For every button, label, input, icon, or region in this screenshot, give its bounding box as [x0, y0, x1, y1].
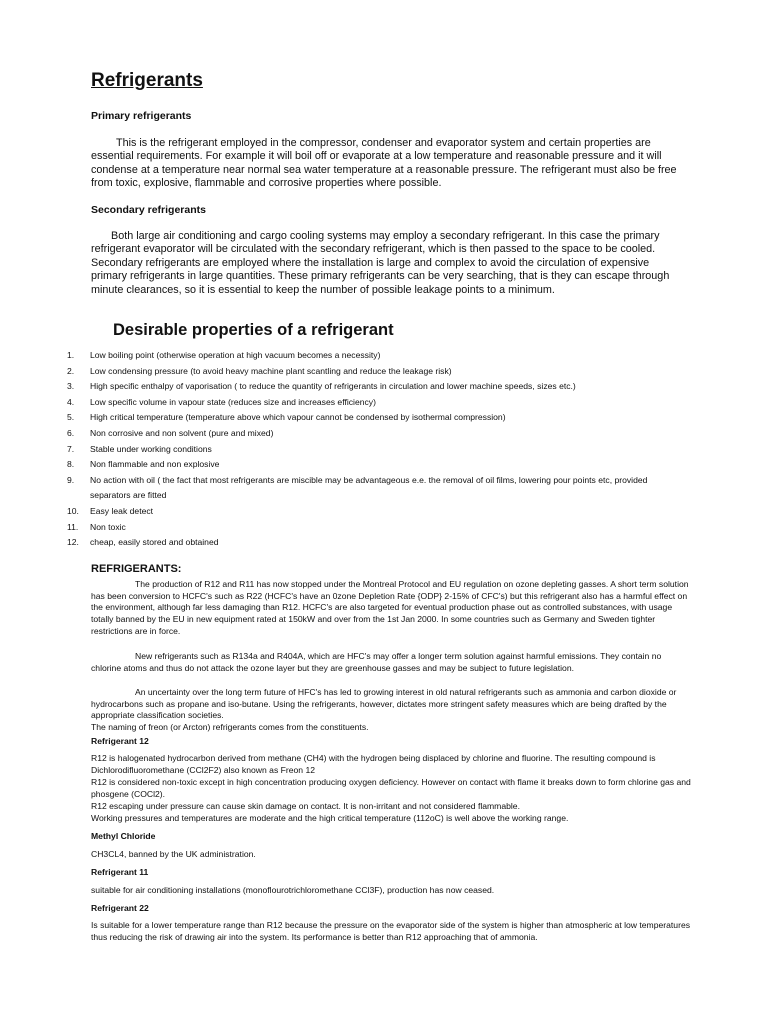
- refrigerant-22-text: Is suitable for a lower temperature range than R12 because the pressure on the evaporator side of the system is higher than atmospheric at low temperatures thus reducing the risk of drawing air into the system. Its performance is better than R12 approaching that of ammonia.: [91, 920, 691, 942]
- paragraph-text: The production of R12 and R11 has now stopped under the Montreal Protocol and EU regulation on ozone depleting gasses. A short term solution has been conversion to HCFC's such as R22 (HCFC's have an 0zone Depletion Rate {ODP} 2-15% of CFC's) but this refrigerant also has a harmful effect on the environment, although far less damaging than R12. HCFC's are also targeted for eventual production phase out as controlled substances, with usage totally banned by the EU in new equipment rated at 150kW and over from the 1st Jan 2000. In some countries such as Germany and Sweden tighter restrictions are in force.: [91, 579, 689, 636]
- list-text: Non flammable and non explosive: [90, 459, 220, 470]
- primary-refrigerants-body: This is the refrigerant employed in the compressor, condenser and evaporator system and certain properties are essential requirements. For example it will boil off or evaporate at a low temperature and reasonable pressure and it will condense at a temperature near normal sea water temperature at a reasonable pressure. The refrigerant must also be free from toxic, explosive, flammable and corrosive properties where possible.: [91, 137, 677, 190]
- list-text: High critical temperature (temperature above which vapour cannot be condensed by isothermal compression): [90, 412, 506, 423]
- list-text: cheap, easily stored and obtained: [90, 537, 219, 548]
- list-number: 10.: [67, 505, 79, 516]
- paragraph-text: An uncertainty over the long term future of HFC's has led to growing interest in old natural refrigerants such as ammonia and carbon dioxide or hydrocarbons such as propane and iso-butane. Using the refrigerants, however, dictates more stringent safety measures which are being drafted by the appropriate classification societies.: [91, 687, 677, 721]
- list-number: 9.: [67, 474, 75, 485]
- list-number: 6.: [67, 427, 75, 438]
- primary-refrigerants-text: [91, 137, 683, 191]
- refrigerant-12-line-1: R12 is halogenated hydrocarbon derived from methane (CH4) with the hydrogen being displaced by chlorine and fluorine. The resulting compound is Dichlorodifluoromethane (CCl2F2) also known as Freon 12: [91, 753, 656, 775]
- secondary-refrigerants-body: Both large air conditioning and cargo cooling systems may employ a secondary refrigerant. In this case the primary refrigerant evaporator will be circulated with the secondary refrigerant, which is then passed to the space to be cooled. Secondary refrigerants are employed where the installation is large and complex to avoid the circulation of expensive primary refrigerants in large quantities. These primary refrigerants can be very searching, that is they can escape through minute clearances, so it is essential to keep the number of possible leakage points to a minimum.: [91, 230, 670, 296]
- list-item: [67, 364, 687, 380]
- list-number: 5.: [67, 412, 75, 423]
- list-item: [67, 379, 687, 395]
- refrigerants-paragraph-3: [91, 687, 691, 722]
- list-text: Easy leak detect: [90, 505, 154, 516]
- refrigerant-11-text: suitable for air conditioning installations (monoflourotrichloromethane CCl3F), production has now ceased.: [91, 885, 495, 895]
- list-number: 1.: [67, 350, 75, 360]
- page-title: Refrigerants: [91, 70, 203, 91]
- methyl-chloride-text: CH3CL4, banned by the UK administration.: [91, 849, 256, 859]
- refrigerants-paragraph-2: [91, 651, 691, 674]
- list-text: Stable under working conditions: [90, 443, 212, 454]
- list-item: [67, 442, 687, 458]
- methyl-chloride-heading: Methyl Chloride: [91, 831, 156, 841]
- list-number: 4.: [67, 396, 75, 407]
- refrigerants-paragraph-1: [91, 579, 691, 638]
- secondary-refrigerants-heading: Secondary refrigerants: [91, 204, 206, 216]
- primary-refrigerants-heading: Primary refrigerants: [91, 110, 192, 122]
- desirable-properties-heading: Desirable properties of a refrigerant: [113, 321, 394, 339]
- refrigerant-12-line-2: R12 is considered non-toxic except in high concentration producing oxygen deficiency. However on contact with flame it breaks down to form chlorine gas and phosgene (COCl2).: [91, 777, 691, 799]
- list-number: 8.: [67, 459, 75, 470]
- list-item: [67, 520, 687, 536]
- refrigerants-paragraph-4: The naming of freon (or Arcton) refrigerants comes from the constituents.: [91, 722, 369, 732]
- refrigerant-22-heading: Refrigerant 22: [91, 903, 149, 913]
- desirable-properties-list: [67, 348, 687, 551]
- list-item: [67, 457, 687, 473]
- list-text: Non corrosive and non solvent (pure and mixed): [90, 427, 274, 438]
- paragraph-text: New refrigerants such as R134a and R404A, which are HFC's may offer a longer term solution against harmful emissions. They contain no chlorine atoms and thus do not attack the ozone layer but they are greenhouse gasses and may be subject to future legislation.: [91, 651, 662, 673]
- list-item: [67, 504, 687, 520]
- list-item: [67, 395, 687, 411]
- list-text: High specific enthalpy of vaporisation ( to reduce the quantity of refrigerants in circulation and lower machine speeds, sizes etc.): [90, 381, 576, 392]
- refrigerant-12-line-4: Working pressures and temperatures are moderate and the high critical temperature (112oC) is well above the working range.: [91, 813, 569, 823]
- list-text: Low boiling point (otherwise operation at high vacuum becomes a necessity): [90, 350, 381, 360]
- list-item: [67, 410, 687, 426]
- list-item: [67, 535, 687, 551]
- list-number: 7.: [67, 443, 75, 454]
- list-number: 2.: [67, 365, 75, 376]
- list-text: Non toxic: [90, 521, 126, 532]
- refrigerant-11-heading: Refrigerant 11: [91, 867, 149, 877]
- refrigerant-12-heading: Refrigerant 12: [91, 736, 149, 746]
- list-item: [67, 426, 687, 442]
- secondary-refrigerants-text: [91, 230, 683, 297]
- list-number: 12.: [67, 537, 79, 548]
- list-item: [67, 348, 687, 364]
- list-text: Low condensing pressure (to avoid heavy machine plant scantling and reduce the leakage risk): [90, 365, 452, 376]
- refrigerant-12-line-3: R12 escaping under pressure can cause skin damage on contact. It is non-irritant and not considered flammable.: [91, 801, 520, 811]
- list-text: No action with oil ( the fact that most refrigerants are miscible may be advantageous e.e. the removal of oil films, lowering pour points etc, provided separators are fitted: [90, 474, 648, 501]
- list-item: [67, 473, 687, 504]
- refrigerants-heading: REFRIGERANTS:: [91, 563, 182, 575]
- list-number: 3.: [67, 381, 75, 392]
- list-number: 11.: [67, 521, 79, 532]
- list-text: Low specific volume in vapour state (reduces size and increases efficiency): [90, 396, 376, 407]
